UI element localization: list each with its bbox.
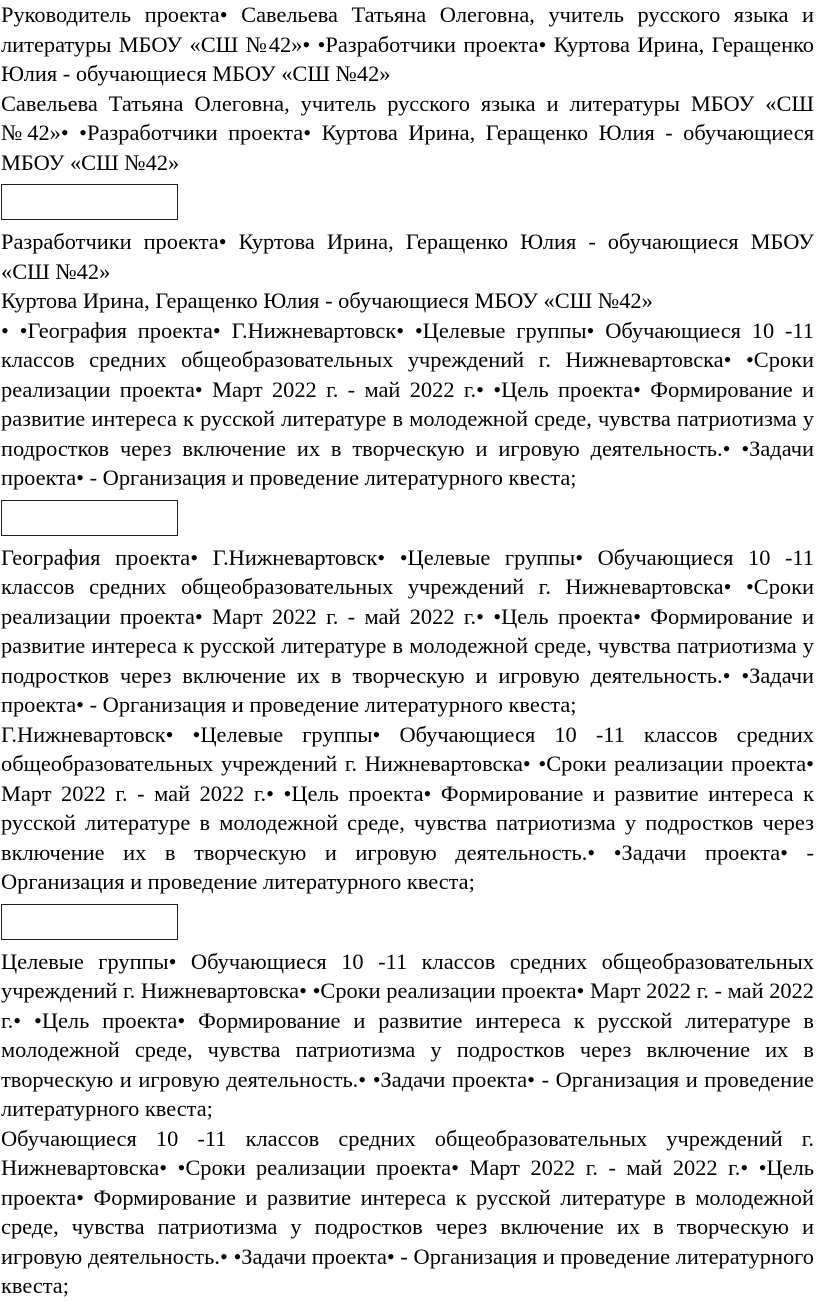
empty-box: [1, 500, 178, 536]
empty-box: [1, 184, 178, 220]
paragraph-developers: Разработчики проекта• Куртова Ирина, Геращенко Юлия - обучающиеся МБОУ «СШ №42»: [1, 229, 814, 284]
paragraph-developer-names: Куртова Ирина, Геращенко Юлия - обучающиеся МБОУ «СШ №42»: [1, 288, 653, 313]
paragraph-students: Обучающиеся 10 -11 классов средних общеобразовательных учреждений г. Нижневартовска• •Сроки реализации проекта• Март 2022 г. - май 2022 г.• •Цель проекта• Формирование и развитие интереса к русской литературе в молодежной среде, чувства патриотизма у подростков через включение их в творческую и игровую деятельность.• •Задачи проекта• - Организация и проведение литературного квеста;: [1, 1125, 814, 1298]
paragraph-target-groups: Целевые группы• Обучающиеся 10 -11 классов средних общеобразовательных учреждений г. Нижневартовска• •Сроки реализации проекта• Март 2022 г. - май 2022 г.• •Цель проекта• Формирование и развитие интереса к русской литературе в молодежной среде, чувства патриотизма у подростков через включение их в творческую и игровую деятельность.• •Задачи проекта• - Организация и проведение литературного квеста;: [1, 948, 814, 1121]
paragraph-project-leader: Руководитель проекта• Савельева Татьяна Олеговна, учитель русского языка и литературы МБОУ «СШ №42»• •Разработчики проекта• Куртова Ирина, Геращенко Юлия - обучающиеся МБОУ «СШ №42»: [1, 2, 814, 86]
empty-box: [1, 904, 178, 940]
paragraph-city: Г.Нижневартовск• •Целевые группы• Обучающиеся 10 -11 классов средних общеобразовательных учреждений г. Нижневартовска• •Сроки реализации проекта• Март 2022 г. - май 2022 г.• •Цель проекта• Формирование и развитие интереса к русской литературе в молодежной среде, чувства патриотизма у подростков через включение их в творческую и игровую деятельность.• •Задачи проекта• - Организация и проведение литературного квеста;: [1, 721, 814, 894]
paragraph-geography-full: • •География проекта• Г.Нижневартовск• •Целевые группы• Обучающиеся 10 -11 классов средних общеобразовательных учреждений г. Нижневартовска• •Сроки реализации проекта• Март 2022 г. - май 2022 г.• •Цель проекта• Формирование и развитие интереса к русской литературе в молодежной среде, чувства патриотизма у подростков через включение их в творческую и игровую деятельность.• •Задачи проекта• - Организация и проведение литературного квеста;: [1, 317, 814, 490]
paragraph-geography: География проекта• Г.Нижневартовск• •Целевые группы• Обучающиеся 10 -11 классов средних общеобразовательных учреждений г. Нижневартовска• •Сроки реализации проекта• Март 2022 г. - май 2022 г.• •Цель проекта• Формирование и развитие интереса к русской литературе в молодежной среде, чувства патриотизма у подростков через включение их в творческую и игровую деятельность.• •Задачи проекта• - Организация и проведение литературного квеста;: [1, 544, 814, 717]
paragraph-leader-name: Савельева Татьяна Олеговна, учитель русского языка и литературы МБОУ «СШ №42»• •Разработчики проекта• Куртова Ирина, Геращенко Юлия - обучающиеся МБОУ «СШ №42»: [1, 90, 814, 175]
